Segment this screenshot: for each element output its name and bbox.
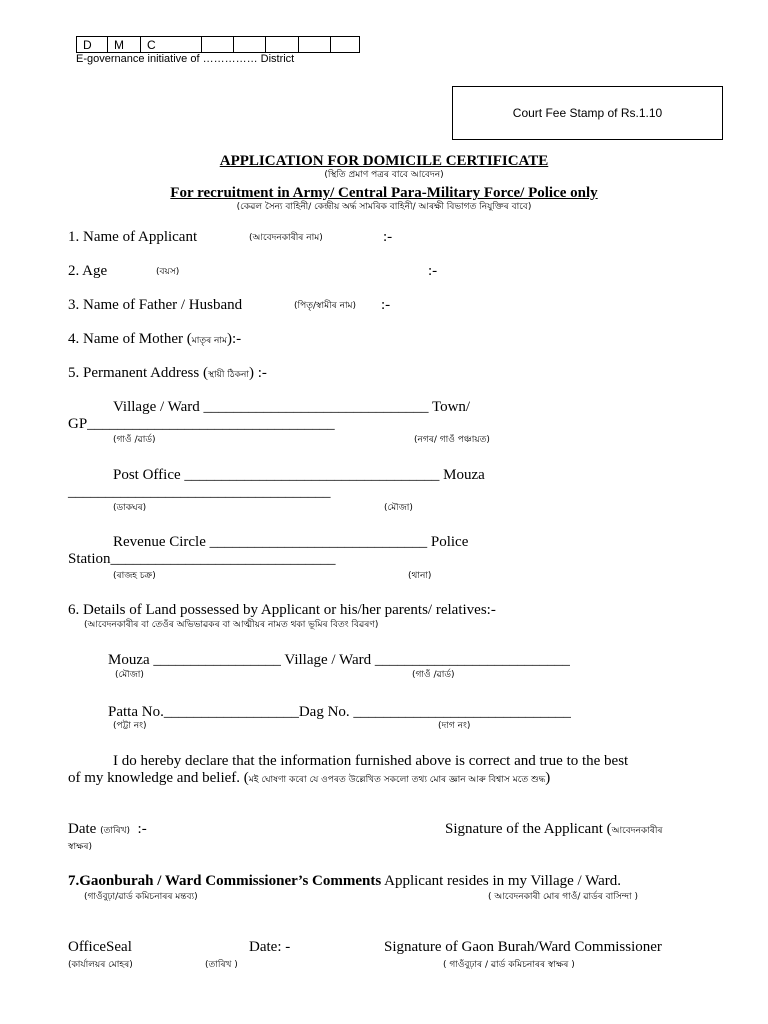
gaonburah-comments [68, 872, 621, 890]
field-father-name-label: 3. Name of Father / Husband [68, 297, 243, 313]
field-applicant-name-local: (আবেদনকাৰীৰ নাম) [249, 233, 323, 243]
applicant-date-local: (তাৰিখ) [100, 826, 131, 836]
police-station-local: (থানা) [408, 571, 432, 581]
applicant-date [68, 820, 147, 838]
field-address-label: 5. Permanent Address ( [68, 365, 208, 381]
land-mouza-local: (মৌজা) [115, 670, 144, 680]
land-details-heading: 6. Details of Land possessed by Applicant or his/her parents/ relatives:- [68, 602, 496, 618]
code-cell [234, 37, 266, 53]
commissioner-signature-label: Signature of Gaon Burah/Ward Commissioner [384, 939, 662, 955]
land-village-local: (গাওঁ /ৱাৰ্ড) [412, 670, 455, 680]
gp-line: GP_________________________________ [68, 416, 335, 432]
comments-text-local: ( আবেদনকাৰী মোৰ গাওঁ/ ৱাৰ্ডৰ বাসিন্দা ) [488, 892, 638, 902]
revenue-circle-line: Revenue Circle _____________________________ Police [113, 534, 469, 550]
form-title-local: (স্থিতি প্ৰমাণ পত্ৰৰ বাবে আবেদন) [324, 170, 444, 180]
field-permanent-address [68, 364, 267, 382]
office-seal-label: OfficeSeal [68, 939, 132, 955]
code-cell: D [77, 37, 108, 53]
field-father-name-sep: :- [381, 297, 391, 313]
applicant-signature-local-2: স্বাক্ষৰ) [68, 842, 92, 852]
village-ward-line: Village / Ward ______________________________ Town/ [113, 399, 471, 415]
patta-dag-line: Patta No.__________________Dag No. _____________________________ [108, 704, 571, 720]
field-mother-name-label: 4. Name of Mother ( [68, 331, 192, 347]
applicant-date-sep: :- [137, 821, 147, 837]
form-subtitle: For recruitment in Army/ Central Para-Military Force/ Police only [170, 185, 598, 201]
declaration-line-2-text: of my knowledge and belief. ( [68, 770, 249, 786]
mouza-line: ___________________________________ [68, 484, 331, 500]
declaration-local: মই ঘোষণা কৰো যে ওপৰত উল্লেখিত সকলো তথ্য মোৰ জ্ঞান আৰু বিশ্বাস মতে শুদ্ধ [248, 775, 546, 785]
village-ward-local: (গাওঁ /ৱাৰ্ড) [113, 435, 156, 445]
field-mother-name-sep: ):- [227, 331, 242, 347]
applicant-signature-local: আবেদনকাৰীৰ [611, 826, 663, 836]
field-address-sep: ) :- [248, 365, 267, 381]
field-applicant-name-sep: :- [383, 229, 393, 245]
commissioner-date-local: (তাৰিখ ) [205, 960, 238, 970]
dmc-code-boxes [76, 36, 360, 53]
code-cell [299, 37, 331, 53]
field-age-local: (বয়স) [156, 267, 180, 277]
applicant-signature-label: Signature of the Applicant ( [445, 821, 612, 837]
comments-label-local: (গাওঁবুঢ়া/ৱাৰ্ড কমিচনাৰৰ মন্তব্য) [84, 892, 198, 902]
comments-text: Applicant resides in my Village / Ward. [381, 873, 622, 889]
field-mother-name-local: মাতৃৰ নাম [191, 336, 227, 346]
police-station-line: Station______________________________ [68, 551, 336, 567]
field-address-local: স্থায়ী ঠিকনা [207, 370, 249, 380]
land-details-heading-local: (আবেদনকাৰীৰ বা তেওঁৰ অভিভাৱকৰ বা আত্মীয়ৰ নামত থকা ভূমিৰ বিতং বিৱৰণ) [84, 620, 379, 630]
code-cell: C [141, 37, 202, 53]
code-cell [202, 37, 234, 53]
applicant-signature [445, 820, 662, 838]
code-cell [266, 37, 299, 53]
commissioner-signature-local: ( গাওঁবুঢ়াৰ / ৱাৰ্ড কমিচনাৰৰ স্বাক্ষৰ ) [443, 960, 575, 970]
declaration-line-2 [68, 769, 550, 787]
declaration-line-1: I do hereby declare that the information furnished above is correct and true to the best [113, 753, 629, 769]
form-title: APPLICATION FOR DOMICILE CERTIFICATE [219, 153, 549, 169]
post-office-local: (ডাকঘৰ) [113, 503, 147, 513]
post-office-line: Post Office __________________________________ Mouza [113, 467, 485, 483]
applicant-date-label: Date [68, 821, 97, 837]
field-age-label: 2. Age [68, 263, 108, 279]
patta-local: (পট্টা নং) [113, 721, 147, 731]
stamp-label: Court Fee Stamp of Rs.1.10 [512, 106, 663, 120]
office-seal-local: (কাৰ্যালয়ৰ মোহৰ) [68, 960, 133, 970]
commissioner-date-label: Date: - [249, 939, 291, 955]
land-mouza-village-line: Mouza _________________ Village / Ward __________________________ [108, 652, 570, 668]
comments-label: 7.Gaonburah / Ward Commissioner’s Comments [68, 873, 382, 889]
code-cell [331, 37, 360, 53]
field-applicant-name-label: 1. Name of Applicant [68, 229, 198, 245]
form-subtitle-local: (কেৱল সৈন্য বাহিনী/ কেন্দ্ৰীয় অৰ্দ্ধ সামৰিক বাহিনী/ আৰক্ষী বিভাগত নিযুক্তিৰ বাবে) [236, 202, 532, 212]
court-fee-stamp-box [452, 86, 723, 140]
field-father-name-local: (পিতৃ/স্বামীৰ নাম) [294, 301, 357, 311]
egov-initiative-text: E-governance initiative of …………… District [76, 53, 295, 65]
dag-local: (দাগ নং) [438, 721, 471, 731]
declaration-line-2-end: ) [545, 770, 551, 786]
town-gp-local: (নগৰ/ গাওঁ পঞ্চায়ত) [414, 435, 490, 445]
revenue-circle-local: (ৰাজহ চক্ৰ) [113, 571, 156, 581]
mouza-local: (মৌজা) [384, 503, 413, 513]
code-cell: M [108, 37, 141, 53]
field-mother-name [68, 330, 241, 348]
field-age-sep: :- [428, 263, 438, 279]
